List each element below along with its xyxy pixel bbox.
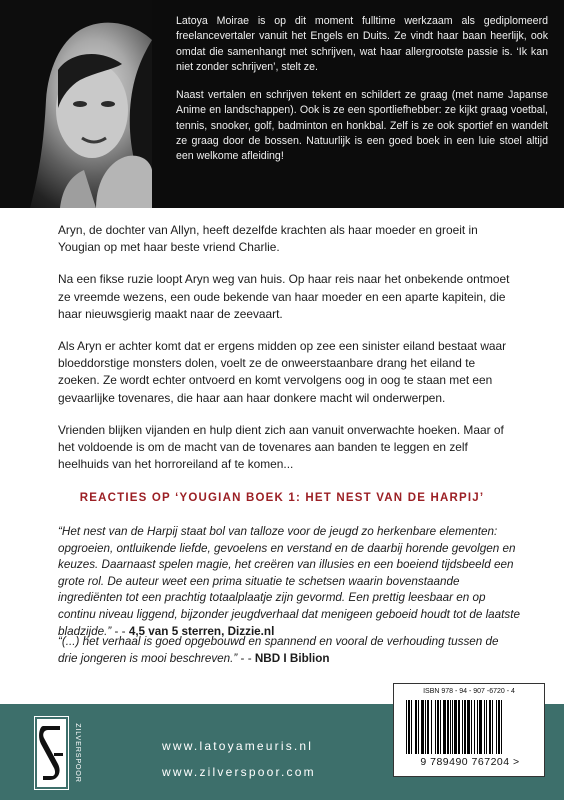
review-item <box>58 524 520 640</box>
barcode-bar <box>467 700 470 754</box>
barcode-bar <box>496 700 497 754</box>
review-separator: - - <box>237 651 255 665</box>
barcode-bar <box>464 700 466 754</box>
publisher-website-link[interactable]: www.zilverspoor.com <box>162 765 316 779</box>
barcode-bar <box>437 700 439 754</box>
author-bio <box>176 14 548 178</box>
barcode-bar <box>479 700 482 754</box>
isbn-digits: 9 789490 767204 > <box>420 756 520 768</box>
barcode-bar <box>427 700 429 754</box>
review-quote: “(...) het verhaal is goed opgebouwd en spannend en vooral de verhouding tussen de drie jongeren is mooi beschreven.” <box>58 635 499 665</box>
barcode-bar <box>486 700 487 754</box>
barcode-bar <box>443 700 446 754</box>
review-source: 4,5 van 5 sterren, Dizzie.nl <box>128 624 275 638</box>
barcode-bar <box>425 700 426 754</box>
barcode-bar <box>450 700 451 754</box>
barcode-bar <box>454 700 457 754</box>
review-separator: - - <box>111 624 129 638</box>
barcode-bar <box>489 700 491 754</box>
barcode-bar <box>418 700 419 754</box>
barcode-bar <box>462 700 463 754</box>
barcode-bar <box>498 700 500 754</box>
barcode-bar <box>431 700 432 754</box>
author-portrait-image <box>0 0 152 208</box>
blurb-paragraph: Na een fikse ruzie loopt Aryn weg van huis. Op haar reis naar het onbekende ontmoet ze vreemde wezens, een oude bekende van haar moeder en een aparte kapitein, die haar nieuwsgierig maakt naar de zeevaart. <box>58 272 510 321</box>
barcode-bar <box>421 700 424 754</box>
author-website-link[interactable]: www.latoyameuris.nl <box>162 739 314 753</box>
bio-paragraph: Latoya Moirae is op dit moment fulltime werkzaam als gediplomeerd freelancevertaler vanuit het Engels en Duits. Ze vindt haar baan heerlijk, ook omdat die samenhangt met schrijven, wat haar allergrootste passie is. ‘Ik kan niet zonder schrijven’, stelt ze. <box>176 15 548 73</box>
isbn-barcode-box <box>393 683 545 777</box>
review-quote: “Het nest van de Harpij staat bol van talloze voor de jeugd zo herkenbare elementen: opgroeien, ontluikende liefde, gevoelens en verstand en de daarbij horende gevolgen en keuzes. Daarnaast spelen magie, het creëren van illusies en een boeiend tijdsbeeld een grote rol. De auteur weet een prima situatie te schetsen waarin bovenstaande ingrediënten tot een prachtig totaalplaatje zijn gevormd. Een prettig leesbaar en op continu niveau liggend, bijzonder jeugdverhaal dat menigeen geboeid houdt tot de laatste bladzijde.” <box>58 525 520 638</box>
barcode-bar <box>452 700 453 754</box>
review-item <box>58 634 520 667</box>
barcode-bar <box>447 700 449 754</box>
book-blurb <box>58 222 518 488</box>
blurb-paragraph: Aryn, de dochter van Allyn, heeft dezelfde krachten als haar moeder en groeit in Yougian op met haar beste vriend Charlie. <box>58 223 478 255</box>
svg-text:ZILVERSPOOR: ZILVERSPOOR <box>74 723 83 783</box>
barcode-bar <box>415 700 417 754</box>
bio-paragraph: Naast vertalen en schrijven tekent en schildert ze graag (met name Japanse Anime en landschappen). Ook is ze een sportliefhebber: ze kijkt graag voetbal, tennis, snooker, golf, badminton en honkbal. Zelf is ze ook sportief en wandelt ze graag door de bossen. Natuurlijk is een goed boek in een luie stoel altijd een welkome afleiding! <box>176 89 548 163</box>
barcode-bar <box>458 700 460 754</box>
barcode-bar <box>474 700 475 754</box>
blurb-paragraph: Vrienden blijken vijanden en hulp dient zich aan vanuit onverwachte hoeken. Maar of het voldoende is om de macht van de tovenares aan banden te leggen en zelf heelhuids van het horroreiland af te komen... <box>58 422 504 472</box>
isbn-label: ISBN 978 - 94 - 907 -6720 - 4 <box>423 688 515 695</box>
zilverspoor-logo-icon <box>34 716 82 790</box>
barcode-bar <box>484 700 485 754</box>
barcode-bar <box>501 700 502 754</box>
author-bio-band <box>0 0 564 208</box>
barcode-bar <box>435 700 436 754</box>
barcode-bar <box>440 700 441 754</box>
website-links <box>162 733 316 785</box>
review-source: NBD I Biblion <box>254 651 330 665</box>
author-photo <box>0 0 152 208</box>
barcode-bar <box>477 700 478 754</box>
reviews-heading: REACTIES OP ‘YOUGIAN BOEK 1: HET NEST VAN DE HARPIJ’ <box>79 492 485 504</box>
barcode-bar <box>406 700 407 754</box>
barcode-bar <box>411 700 412 754</box>
barcode-bar <box>408 700 410 754</box>
barcode-bar <box>492 700 493 754</box>
barcode-bar <box>471 700 472 754</box>
barcode-icon <box>406 700 534 754</box>
blurb-paragraph: Als Aryn er achter komt dat er ergens midden op zee een sinister eiland bestaat waar bloeddorstige monsters dolen, voelt ze de onweerstaanbare drang het eiland te zoeken. Ze wordt echter ontvoerd en komt vervolgens oog in oog te staan met een gevaarlijke tovenares, die haar aan haar donkere macht wil onderwerpen. <box>58 339 507 405</box>
